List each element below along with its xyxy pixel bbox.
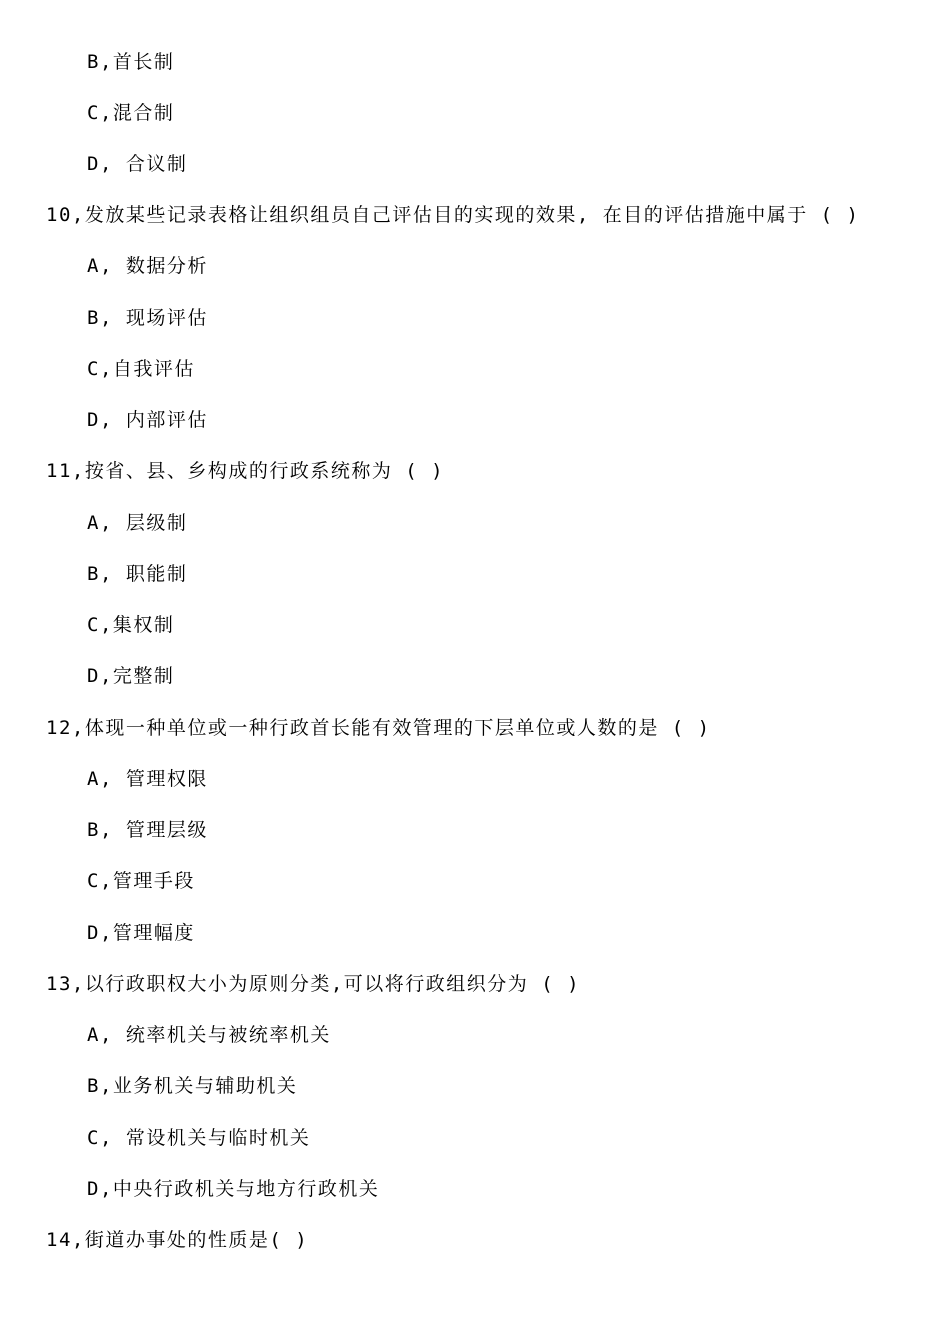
question-11: 11,按省、县、乡构成的行政系统称为 ( ) — [46, 460, 445, 482]
option-13c: C, 常设机关与临时机关 — [87, 1127, 311, 1149]
question-10: 10,发放某些记录表格让组织组员自己评估目的实现的效果, 在目的评估措施中属于 ( ) — [46, 204, 860, 226]
question-12: 12,体现一种单位或一种行政首长能有效管理的下层单位或人数的是 ( ) — [46, 717, 711, 739]
option-12a: A, 管理权限 — [87, 768, 208, 790]
question-14: 14,街道办事处的性质是( ) — [46, 1229, 309, 1251]
option-10a: A, 数据分析 — [87, 255, 208, 277]
option-12d: D,管理幅度 — [87, 922, 195, 944]
option-10c: C,自我评估 — [87, 358, 195, 380]
option-13d: D,中央行政机关与地方行政机关 — [87, 1178, 380, 1200]
option-13b: B,业务机关与辅助机关 — [87, 1075, 298, 1097]
option-9d: D, 合议制 — [87, 153, 188, 175]
option-13a: A, 统率机关与被统率机关 — [87, 1024, 331, 1046]
option-9b: B,首长制 — [87, 51, 175, 73]
option-11b: B, 职能制 — [87, 563, 188, 585]
option-10d: D, 内部评估 — [87, 409, 208, 431]
option-11a: A, 层级制 — [87, 512, 188, 534]
option-12b: B, 管理层级 — [87, 819, 208, 841]
option-12c: C,管理手段 — [87, 870, 195, 892]
option-11d: D,完整制 — [87, 665, 175, 687]
option-10b: B, 现场评估 — [87, 307, 208, 329]
option-9c: C,混合制 — [87, 102, 175, 124]
option-11c: C,集权制 — [87, 614, 175, 636]
question-13: 13,以行政职权大小为原则分类,可以将行政组织分为 ( ) — [46, 973, 581, 995]
